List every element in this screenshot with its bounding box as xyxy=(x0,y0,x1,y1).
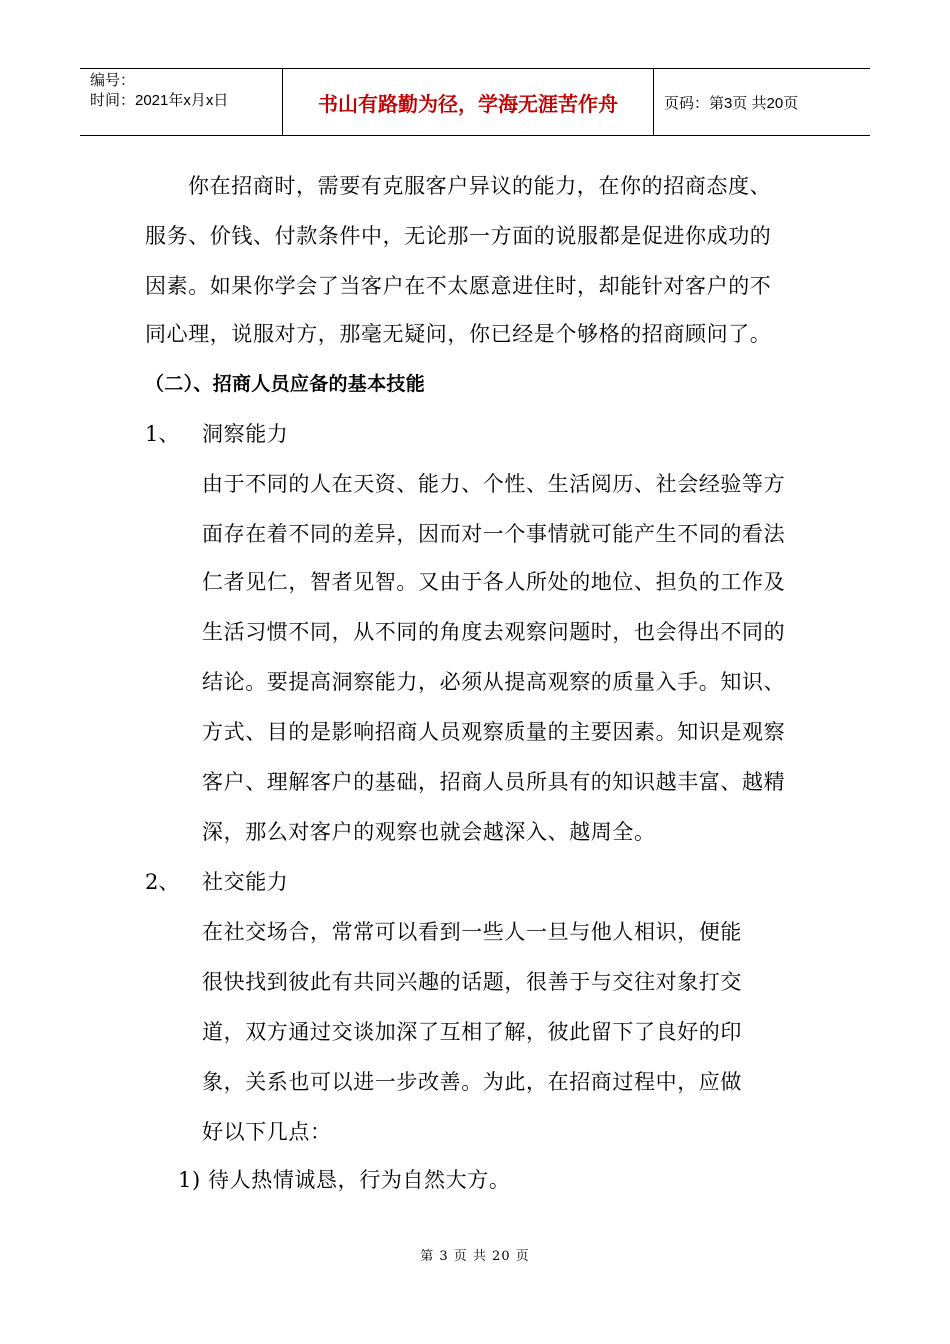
page-header xyxy=(80,68,870,136)
item2-line: 象，关系也可以进一步改善。为此，在招商过程中，应做 xyxy=(202,1070,742,1094)
item-title: 社交能力 xyxy=(202,870,289,894)
item-number: 2、 xyxy=(145,870,180,894)
intro-line: 因素。如果你学会了当客户在不太愿意进住时，却能针对客户的不 xyxy=(145,274,772,298)
item1-line: 结论。要提高洞察能力，必须从提高观察的质量入手。知识、 xyxy=(202,670,786,694)
item2-line: 在社交场合，常常可以看到一些人一旦与他人相识，便能 xyxy=(202,920,742,944)
document-number-label: 编号： xyxy=(90,72,136,89)
item1-line: 由于不同的人在天资、能力、个性、生活阅历、社会经验等方 xyxy=(202,472,786,496)
item2-line: 好以下几点： xyxy=(202,1120,332,1144)
item1-line: 面存在着不同的差异，因而对一个事情就可能产生不同的看法 xyxy=(202,522,786,546)
item1-line: 仁者见仁，智者见智。又由于各人所处的地位、担负的工作及 xyxy=(202,570,786,594)
item1-line: 客户、理解客户的基础，招商人员所具有的知识越丰富、越精 xyxy=(202,770,786,794)
page-footer: 第 3 页 共 20 页 xyxy=(420,1249,530,1264)
sub-item: 1) 待人热情诚恳，行为自然大方。 xyxy=(178,1168,511,1192)
item1-line: 方式、目的是影响招商人员观察质量的主要因素。知识是观察 xyxy=(202,720,786,744)
header-page-code: 页码：第3页 共20页 xyxy=(664,94,799,112)
section-heading: （二）、招商人员应备的基本技能 xyxy=(145,373,426,395)
item2-line: 很快找到彼此有共同兴趣的话题，很善于与交往对象打交 xyxy=(202,970,742,994)
intro-line: 同心理，说服对方，那毫无疑问，你已经是个够格的招商顾问了。 xyxy=(145,322,772,346)
item-number: 1、 xyxy=(145,422,180,446)
header-motto: 书山有路勤为径，学海无涯苦作舟 xyxy=(282,69,654,135)
item2-line: 道，双方通过交谈加深了互相了解，彼此留下了良好的印 xyxy=(202,1020,742,1044)
intro-line: 你在招商时，需要有克服客户异议的能力，在你的招商态度、 xyxy=(188,174,772,198)
item-title: 洞察能力 xyxy=(202,422,289,446)
intro-line: 服务、价钱、付款条件中，无论那一方面的说服都是促进你成功的 xyxy=(145,224,772,248)
document-date: 时间：2021年x月x日 xyxy=(90,92,229,109)
header-meta xyxy=(80,69,282,135)
item1-line: 深，那么对客户的观察也就会越深入、越周全。 xyxy=(202,820,656,844)
item1-line: 生活习惯不同，从不同的角度去观察问题时，也会得出不同的 xyxy=(202,620,786,644)
